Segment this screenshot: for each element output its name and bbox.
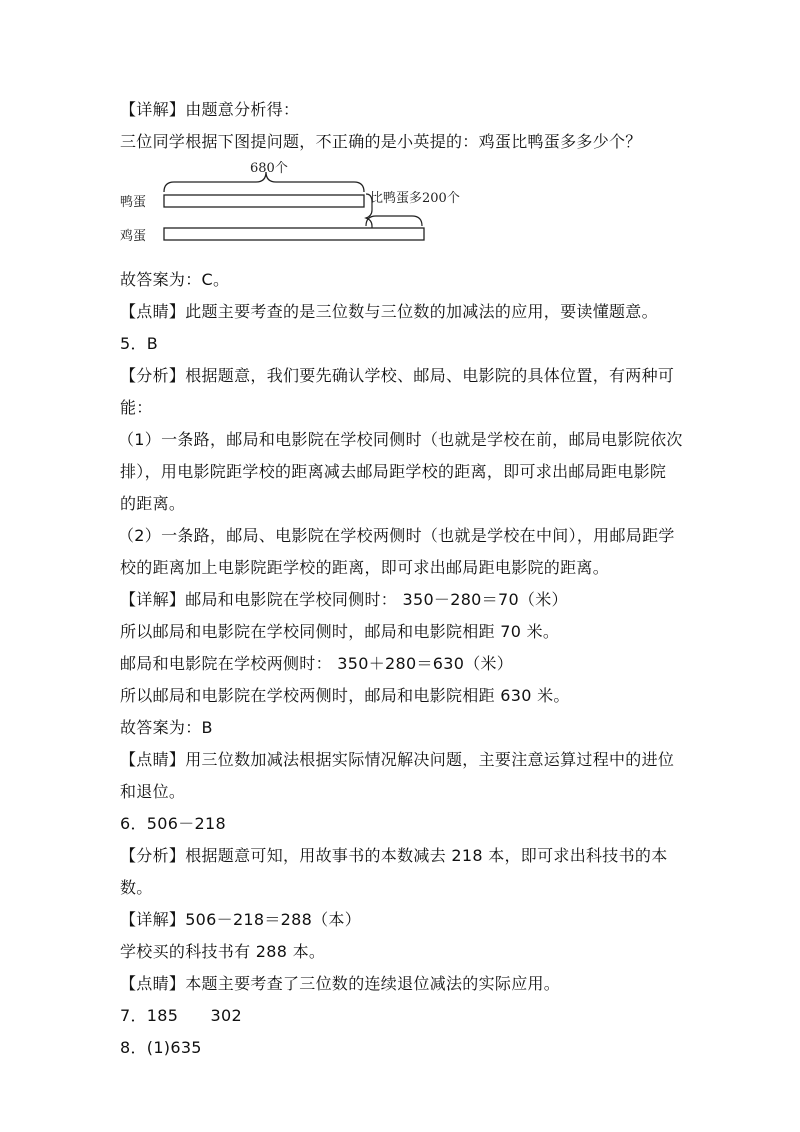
text-line: 邮局和电影院在学校两侧时： 350＋280＝630（米）	[120, 654, 514, 673]
duck-egg-bar	[164, 195, 364, 207]
text-line: 能：	[120, 398, 153, 417]
text-line: 【分析】根据题意可知，用故事书的本数减去 218 本，即可求出科技书的本	[120, 846, 668, 865]
side-label: 比鸭蛋多200个	[370, 191, 460, 206]
text-line: 5．B	[120, 334, 159, 353]
chicken-egg-bar	[164, 228, 424, 240]
difference-brace	[366, 216, 422, 226]
text-line: （1）一条路，邮局和电影院在学校同侧时（也就是学校在前，邮局电影院依次	[118, 430, 683, 449]
text-line: 【详解】506－218＝288（本）	[120, 910, 362, 929]
text-line: 故答案为：C。	[120, 270, 230, 289]
row2-label: 鸡蛋	[120, 229, 147, 244]
text-line: 学校买的科技书有 288 本。	[120, 942, 326, 961]
text-line: 数。	[120, 878, 153, 897]
text-line: 排），用电影院距学校的距离减去邮局距学校的距离，即可求出邮局距电影院	[120, 462, 667, 481]
text-line: 【点睛】此题主要考查的是三位数与三位数的加减法的应用，要读懂题意。	[120, 302, 658, 321]
row1-label: 鸭蛋	[120, 195, 147, 210]
text-line: 和退位。	[120, 782, 186, 801]
text-line: 所以邮局和电影院在学校两侧时，邮局和电影院相距 630 米。	[120, 686, 570, 705]
text-line: 【详解】由题意分析得：	[120, 100, 300, 119]
top-label: 680个	[250, 161, 288, 176]
text-line: 【详解】邮局和电影院在学校同侧时： 350－280＝70（米）	[120, 590, 568, 609]
text-line: 6．506－218	[120, 814, 226, 833]
text-line: 的距离。	[120, 494, 186, 513]
text-line: 【分析】根据题意，我们要先确认学校、邮局、电影院的具体位置，有两种可	[120, 366, 675, 385]
text-line: 故答案为：B	[120, 718, 213, 737]
text-line: 【点睛】本题主要考查了三位数的连续退位减法的实际应用。	[120, 974, 561, 993]
text-line: 8．(1)635	[120, 1038, 202, 1057]
text-line: 三位同学根据下图提问题，不正确的是小英提的：鸡蛋比鸭蛋多多少个？	[120, 132, 642, 151]
text-line: （2）一条路，邮局、电影院在学校两侧时（也就是学校在中间），用邮局距学	[118, 526, 675, 545]
text-line: 所以邮局和电影院在学校同侧时，邮局和电影院相距 70 米。	[120, 622, 560, 641]
text-line: 【点睛】用三位数加减法根据实际情况解决问题，主要注意运算过程中的进位	[120, 750, 675, 769]
text-line: 7．185 302	[120, 1006, 242, 1025]
bar-diagram	[120, 158, 480, 248]
text-line: 校的距离加上电影院距学校的距离，即可求出邮局距电影院的距离。	[120, 558, 610, 577]
